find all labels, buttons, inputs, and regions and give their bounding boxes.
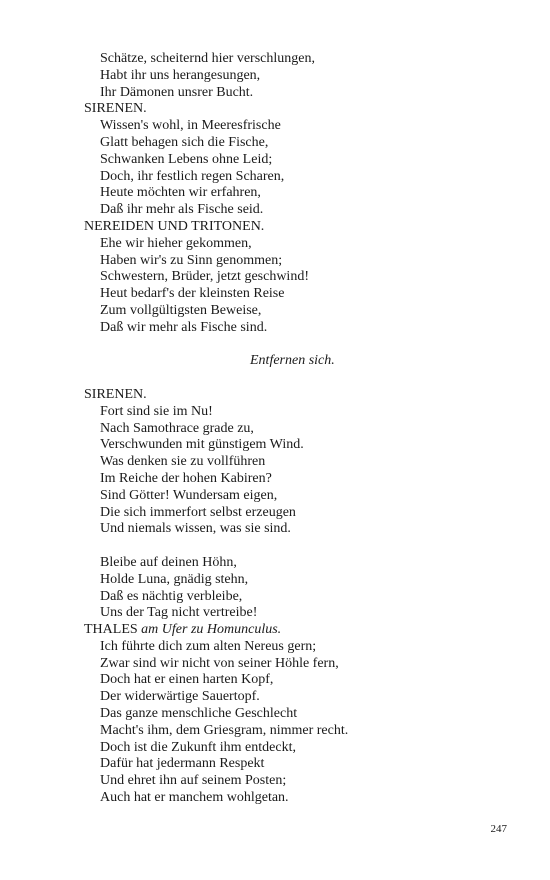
speaker-heading: [84, 219, 524, 236]
verse-line: Daß es nächtig verbleibe,: [100, 588, 243, 604]
verse-line: Dafür hat jedermann Respekt: [100, 756, 265, 772]
speaker-name: NEREIDEN UND TRITONEN.: [84, 218, 265, 234]
verse-line: Daß ihr mehr als Fische seid.: [100, 202, 264, 218]
verse-line: Sind Götter! Wundersam eigen,: [100, 487, 278, 503]
verse-line: Im Reiche der hohen Kabiren?: [100, 470, 272, 486]
verse-line: Doch ist die Zukunft ihm entdeckt,: [100, 739, 296, 755]
stage-direction: Entfernen sich.: [250, 353, 335, 369]
verse-line: Die sich immerfort selbst erzeugen: [100, 504, 296, 520]
text-block: [84, 51, 524, 807]
blank-line: [84, 337, 524, 354]
speaker-heading: [84, 101, 524, 118]
verse-line: Und ehret ihn auf seinem Posten;: [100, 773, 287, 789]
verse-line: Haben wir's zu Sinn genommen;: [100, 252, 283, 268]
verse-line: Zwar sind wir nicht von seiner Höhle fern,: [100, 655, 339, 671]
speaker-heading: [84, 622, 524, 639]
blank-line: [84, 538, 524, 555]
verse-line: Holde Luna, gnädig stehn,: [100, 571, 249, 587]
verse-line: Macht's ihm, dem Griesgram, nimmer recht.: [100, 722, 349, 738]
verse-line: Glatt behagen sich die Fische,: [100, 134, 269, 150]
speaker-name: SIRENEN.: [84, 386, 147, 402]
verse-line: Schätze, scheiternd hier verschlungen,: [100, 51, 315, 66]
page-number: 247: [490, 823, 507, 835]
speaker-name: THALES: [84, 622, 138, 638]
verse-line: Ich führte dich zum alten Nereus gern;: [100, 638, 317, 654]
verse-line: Heute möchten wir erfahren,: [100, 185, 261, 201]
verse-line: Uns der Tag nicht vertreibe!: [100, 605, 258, 621]
verse-line: Ihr Dämonen unsrer Bucht.: [100, 84, 254, 100]
verse-line: Doch, ihr festlich regen Scharen,: [100, 168, 285, 184]
verse-line: Wissen's wohl, in Meeresfrische: [100, 118, 281, 134]
verse-line: Der widerwärtige Sauertopf.: [100, 689, 260, 705]
verse-line: Ehe wir hieher gekommen,: [100, 235, 252, 251]
speaker-heading: [84, 387, 524, 404]
verse-line: Zum vollgültigsten Beweise,: [100, 302, 262, 318]
verse-line: Fort sind sie im Nu!: [100, 403, 213, 419]
verse-line: Nach Samothrace grade zu,: [100, 420, 254, 436]
speaker-name: SIRENEN.: [84, 101, 147, 117]
verse-line: Heut bedarf's der kleinsten Reise: [100, 286, 285, 302]
verse-line: Schwestern, Brüder, jetzt geschwind!: [100, 269, 309, 285]
stage-direction: am Ufer zu Homunculus.: [141, 622, 282, 638]
verse-line: Verschwunden mit günstigem Wind.: [100, 437, 304, 453]
verse-line: Doch hat er einen harten Kopf,: [100, 672, 274, 688]
verse-line: Daß wir mehr als Fische sind.: [100, 319, 268, 335]
blank-line: [84, 370, 524, 387]
verse-line: Auch hat er manchem wohlgetan.: [100, 790, 289, 806]
verse-line: Habt ihr uns herangesungen,: [100, 67, 261, 83]
verse-line: Schwanken Lebens ohne Leid;: [100, 151, 273, 167]
verse-line: Das ganze menschliche Geschlecht: [100, 706, 298, 722]
verse-line: Und niemals wissen, was sie sind.: [100, 521, 291, 537]
verse-line: Bleibe auf deinen Höhn,: [100, 554, 237, 570]
verse-line: Was denken sie zu vollführen: [100, 454, 266, 470]
